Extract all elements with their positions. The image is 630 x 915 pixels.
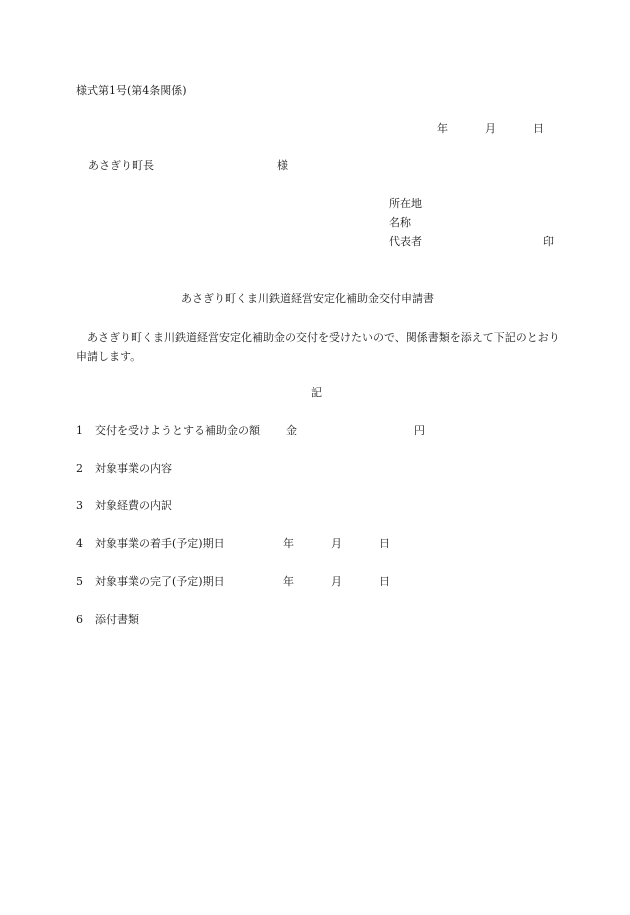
- date-year: 年: [437, 122, 448, 135]
- end-month: 月: [331, 575, 342, 588]
- item-number: 2: [76, 462, 83, 475]
- item-label: 交付を受けようとする補助金の額: [95, 424, 260, 437]
- ki-heading: 記: [311, 386, 322, 399]
- item-label: 対象事業の完了(予定)期日: [95, 575, 225, 588]
- form-label: 様式第1号(第4条関係): [76, 84, 187, 97]
- date-day: 日: [533, 122, 544, 135]
- seal-label: 印: [543, 235, 554, 248]
- item-number: 4: [76, 537, 83, 550]
- document-title: あさぎり町くま川鉄道経営安定化補助金交付申請書: [181, 292, 434, 305]
- amount-unit: 円: [414, 424, 425, 437]
- end-day: 日: [379, 575, 390, 588]
- item-number: 1: [76, 424, 83, 437]
- end-year: 年: [283, 575, 294, 588]
- body-paragraph: あさぎり町くま川鉄道経営安定化補助金の交付を受けたいので、関係書類を添えて下記のとおり申請します。: [76, 331, 560, 363]
- applicant-name-label: 名称: [389, 216, 411, 229]
- start-day: 日: [379, 537, 390, 550]
- item-label: 添付書類: [95, 613, 139, 626]
- start-year: 年: [283, 537, 294, 550]
- applicant-address-label: 所在地: [389, 197, 422, 210]
- start-month: 月: [331, 537, 342, 550]
- addressee-name: あさぎり町長: [88, 159, 154, 172]
- amount-prefix: 金: [286, 424, 297, 437]
- item-number: 6: [76, 613, 83, 626]
- item-number: 3: [76, 499, 83, 512]
- addressee-honorific: 様: [277, 159, 288, 172]
- applicant-representative-label: 代表者: [389, 235, 422, 248]
- date-month: 月: [485, 122, 496, 135]
- item-label: 対象事業の内容: [95, 462, 172, 475]
- item-label: 対象事業の着手(予定)期日: [95, 537, 225, 550]
- item-number: 5: [76, 575, 83, 588]
- item-label: 対象経費の内訳: [95, 499, 172, 512]
